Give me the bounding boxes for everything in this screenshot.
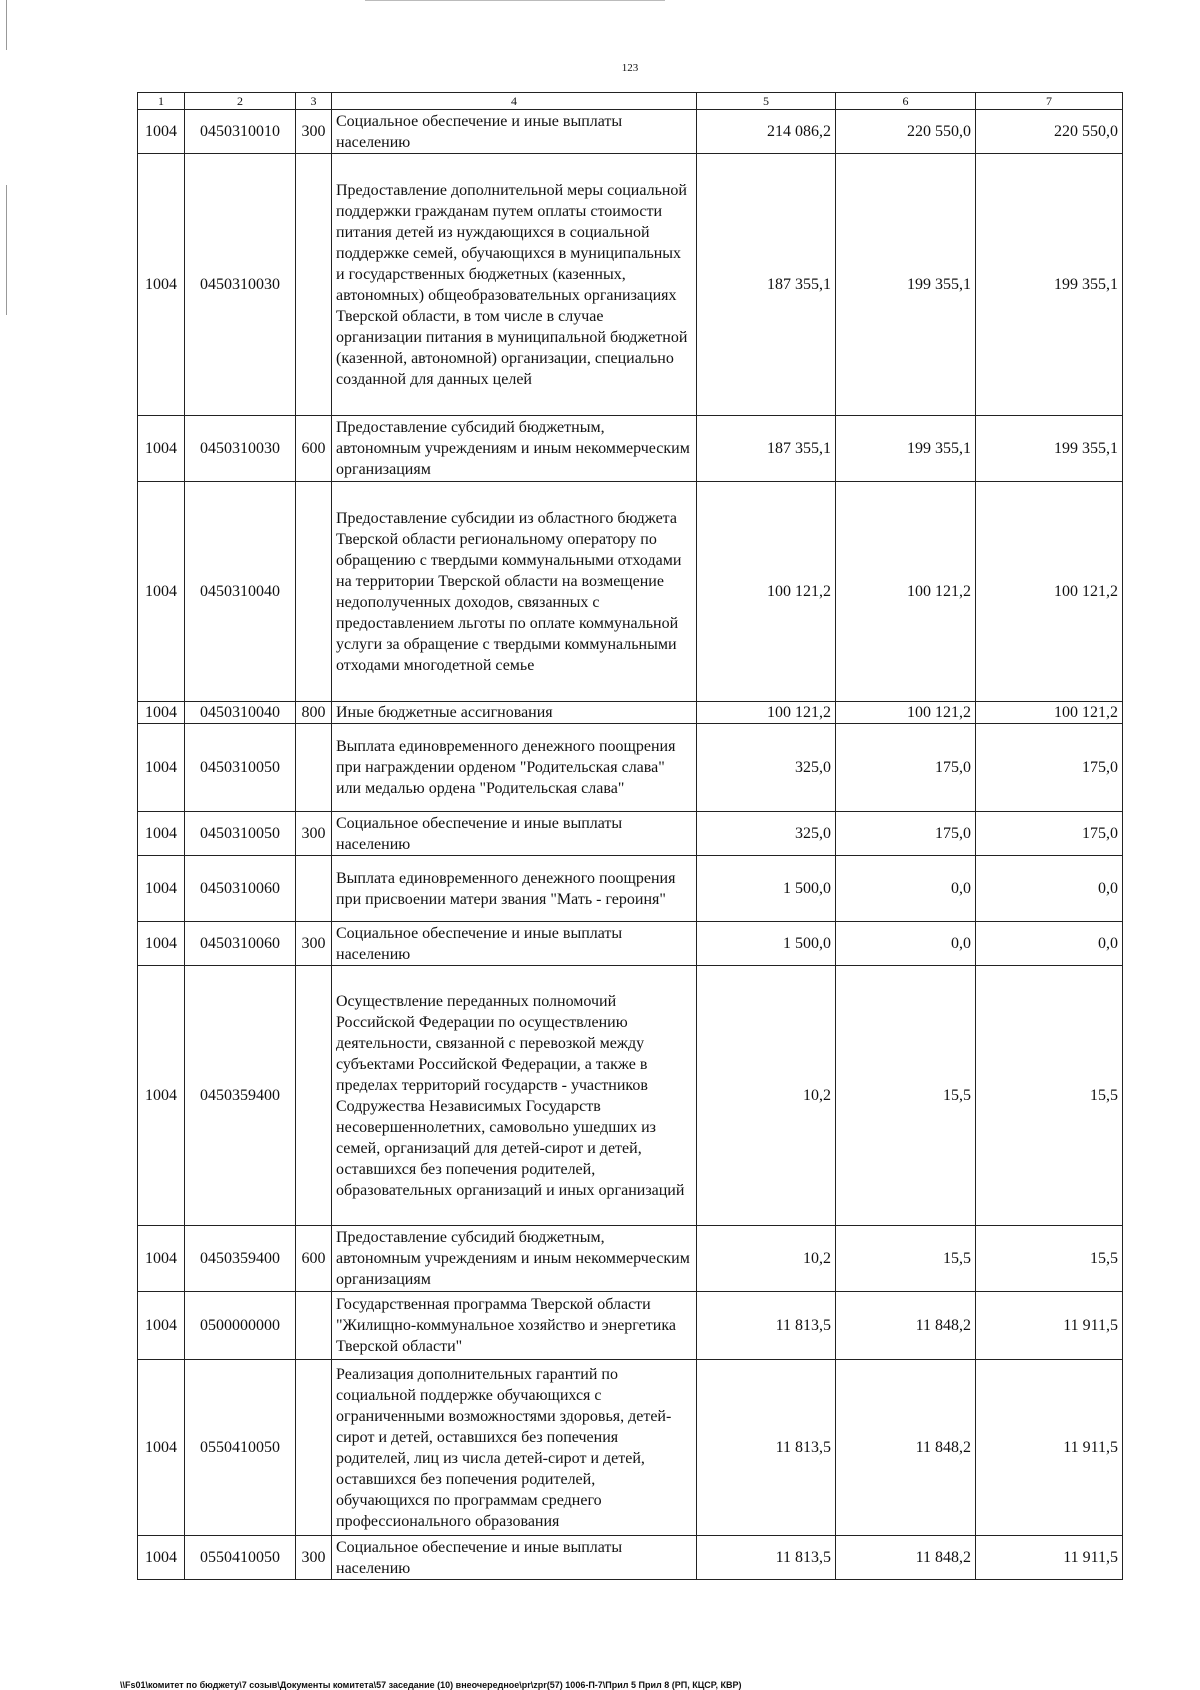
expense-type-cell: 600	[296, 1226, 332, 1292]
value-col-6-cell: 100 121,2	[836, 702, 976, 724]
table-row	[138, 110, 1123, 154]
value-col-6-cell: 199 355,1	[836, 416, 976, 482]
table-row	[138, 724, 1123, 812]
value-col-6-cell: 199 355,1	[836, 154, 976, 416]
expense-type-cell: 300	[296, 110, 332, 154]
value-col-5-cell: 11 813,5	[697, 1360, 836, 1536]
target-article-cell: 0450310050	[185, 812, 296, 856]
table-row	[138, 966, 1123, 1226]
target-article-cell: 0450310060	[185, 856, 296, 922]
value-col-7-cell: 175,0	[976, 812, 1123, 856]
value-col-7-cell: 175,0	[976, 724, 1123, 812]
value-col-5-cell: 325,0	[697, 724, 836, 812]
header-col-7: 7	[976, 93, 1123, 110]
section-code-cell: 1004	[138, 1536, 185, 1580]
value-col-7-cell: 100 121,2	[976, 482, 1123, 702]
value-col-7-cell: 0,0	[976, 856, 1123, 922]
target-article-cell: 0450310030	[185, 416, 296, 482]
value-col-6-cell: 11 848,2	[836, 1292, 976, 1360]
expense-type-cell	[296, 856, 332, 922]
value-col-7-cell: 15,5	[976, 966, 1123, 1226]
name-cell: Реализация дополнительных гарантий по социальной поддержке обучающихся с ограниченными возможностями здоровья, детей-сирот и детей, оставшихся без попечения родителей, лиц из числа детей-сирот и детей, оставшихся без попечения родителей, обучающихся по программам среднего профессионального образования	[332, 1360, 697, 1536]
value-col-6-cell: 220 550,0	[836, 110, 976, 154]
name-cell: Социальное обеспечение и иные выплаты населению	[332, 812, 697, 856]
header-col-3: 3	[296, 93, 332, 110]
table-row	[138, 1536, 1123, 1580]
value-col-5-cell: 214 086,2	[697, 110, 836, 154]
name-cell: Выплата единовременного денежного поощрения при награждении орденом "Родительская слава" или медалью ордена "Родительская слава"	[332, 724, 697, 812]
name-cell: Выплата единовременного денежного поощрения при присвоении матери звания "Мать - героиня"	[332, 856, 697, 922]
name-cell: Иные бюджетные ассигнования	[332, 702, 697, 724]
name-cell: Государственная программа Тверской области "Жилищно-коммунальное хозяйство и энергетика Тверской области"	[332, 1292, 697, 1360]
header-col-5: 5	[697, 93, 836, 110]
target-article-cell: 0450310030	[185, 154, 296, 416]
table-row	[138, 1360, 1123, 1536]
value-col-6-cell: 15,5	[836, 1226, 976, 1292]
table-row	[138, 416, 1123, 482]
table-row	[138, 856, 1123, 922]
table-row	[138, 1226, 1123, 1292]
scan-left-mark	[6, 0, 7, 50]
value-col-6-cell: 175,0	[836, 724, 976, 812]
expense-type-cell	[296, 724, 332, 812]
target-article-cell: 0550410050	[185, 1360, 296, 1536]
header-col-4: 4	[332, 93, 697, 110]
value-col-7-cell: 15,5	[976, 1226, 1123, 1292]
section-code-cell: 1004	[138, 966, 185, 1226]
table-row	[138, 922, 1123, 966]
target-article-cell: 0500000000	[185, 1292, 296, 1360]
name-cell: Социальное обеспечение и иные выплаты населению	[332, 1536, 697, 1580]
value-col-5-cell: 187 355,1	[697, 416, 836, 482]
name-cell: Предоставление субсидий бюджетным, автономным учреждениям и иным некоммерческим организациям	[332, 416, 697, 482]
target-article-cell: 0450359400	[185, 1226, 296, 1292]
section-code-cell: 1004	[138, 922, 185, 966]
header-col-1: 1	[138, 93, 185, 110]
value-col-6-cell: 100 121,2	[836, 482, 976, 702]
value-col-5-cell: 100 121,2	[697, 702, 836, 724]
value-col-7-cell: 11 911,5	[976, 1360, 1123, 1536]
value-col-5-cell: 10,2	[697, 1226, 836, 1292]
section-code-cell: 1004	[138, 482, 185, 702]
name-cell: Предоставление субсидий бюджетным, автономным учреждениям и иным некоммерческим организациям	[332, 1226, 697, 1292]
table-row	[138, 702, 1123, 724]
value-col-5-cell: 325,0	[697, 812, 836, 856]
value-col-5-cell: 1 500,0	[697, 922, 836, 966]
value-col-6-cell: 175,0	[836, 812, 976, 856]
table-row	[138, 812, 1123, 856]
value-col-7-cell: 0,0	[976, 922, 1123, 966]
value-col-6-cell: 0,0	[836, 922, 976, 966]
value-col-7-cell: 199 355,1	[976, 154, 1123, 416]
value-col-7-cell: 11 911,5	[976, 1536, 1123, 1580]
expense-type-cell	[296, 1292, 332, 1360]
value-col-5-cell: 187 355,1	[697, 154, 836, 416]
section-code-cell: 1004	[138, 856, 185, 922]
header-row	[138, 93, 1123, 110]
value-col-7-cell: 220 550,0	[976, 110, 1123, 154]
value-col-6-cell: 15,5	[836, 966, 976, 1226]
expense-type-cell: 300	[296, 922, 332, 966]
expense-type-cell: 300	[296, 1536, 332, 1580]
name-cell: Социальное обеспечение и иные выплаты населению	[332, 110, 697, 154]
value-col-5-cell: 1 500,0	[697, 856, 836, 922]
footer-file-path: \\Fs01\комитет по бюджету\7 созыв\Документы комитета\57 заседание (10) внеочередное\pr\zpr(57) 1006-П-7\Прил 5 Прил 8 (РП, КЦСР, КВР)	[120, 1680, 742, 1690]
section-code-cell: 1004	[138, 1292, 185, 1360]
value-col-5-cell: 11 813,5	[697, 1536, 836, 1580]
value-col-6-cell: 11 848,2	[836, 1536, 976, 1580]
section-code-cell: 1004	[138, 812, 185, 856]
target-article-cell: 0550410050	[185, 1536, 296, 1580]
page-number: 123	[621, 62, 639, 74]
section-code-cell: 1004	[138, 702, 185, 724]
target-article-cell: 0450310060	[185, 922, 296, 966]
name-cell: Осуществление переданных полномочий Российской Федерации по осуществлению деятельности, связанной с перевозкой между субъектами Российской Федерации, а также в пределах территорий государств - участников Содружества Независимых Государств несовершеннолетних, самовольно ушедших из семей, организаций для детей-сирот и детей, оставшихся без попечения родителей, образовательных организаций и иных организаций	[332, 966, 697, 1226]
value-col-6-cell: 0,0	[836, 856, 976, 922]
section-code-cell: 1004	[138, 154, 185, 416]
section-code-cell: 1004	[138, 1226, 185, 1292]
scan-left-mark	[6, 185, 7, 315]
target-article-cell: 0450310040	[185, 702, 296, 724]
expense-type-cell: 600	[296, 416, 332, 482]
header-col-6: 6	[836, 93, 976, 110]
name-cell: Предоставление субсидии из областного бюджета Тверской области региональному оператору по обращению с твердыми коммунальными отходами на территории Тверской области на возмещение недополученных доходов, связанных с предоставлением льготы по оплате коммунальной услуги за обращение с твердыми коммунальными отходами многодетной семье	[332, 482, 697, 702]
table-row	[138, 482, 1123, 702]
expense-type-cell: 800	[296, 702, 332, 724]
value-col-5-cell: 10,2	[697, 966, 836, 1226]
target-article-cell: 0450310010	[185, 110, 296, 154]
section-code-cell: 1004	[138, 1360, 185, 1536]
value-col-7-cell: 11 911,5	[976, 1292, 1123, 1360]
scan-top-line	[365, 0, 665, 1]
expense-type-cell	[296, 154, 332, 416]
name-cell: Предоставление дополнительной меры социальной поддержки гражданам путем оплаты стоимости питания детей из нуждающихся в социальной поддержке семей, обучающихся в муниципальных и государственных бюджетных (казенных, автономных) общеобразовательных организациях Тверской области, в том числе в случае организации питания в муниципальной бюджетной (казенной, автономной) организации, специально созданной для данных целей	[332, 154, 697, 416]
target-article-cell: 0450310040	[185, 482, 296, 702]
value-col-5-cell: 100 121,2	[697, 482, 836, 702]
value-col-7-cell: 100 121,2	[976, 702, 1123, 724]
expense-type-cell	[296, 482, 332, 702]
value-col-7-cell: 199 355,1	[976, 416, 1123, 482]
header-col-2: 2	[185, 93, 296, 110]
expense-type-cell	[296, 1360, 332, 1536]
table-row	[138, 154, 1123, 416]
section-code-cell: 1004	[138, 416, 185, 482]
name-cell: Социальное обеспечение и иные выплаты населению	[332, 922, 697, 966]
target-article-cell: 0450359400	[185, 966, 296, 1226]
section-code-cell: 1004	[138, 110, 185, 154]
expense-type-cell: 300	[296, 812, 332, 856]
expense-type-cell	[296, 966, 332, 1226]
table-row	[138, 1292, 1123, 1360]
target-article-cell: 0450310050	[185, 724, 296, 812]
budget-table	[137, 92, 1123, 1580]
value-col-5-cell: 11 813,5	[697, 1292, 836, 1360]
section-code-cell: 1004	[138, 724, 185, 812]
value-col-6-cell: 11 848,2	[836, 1360, 976, 1536]
